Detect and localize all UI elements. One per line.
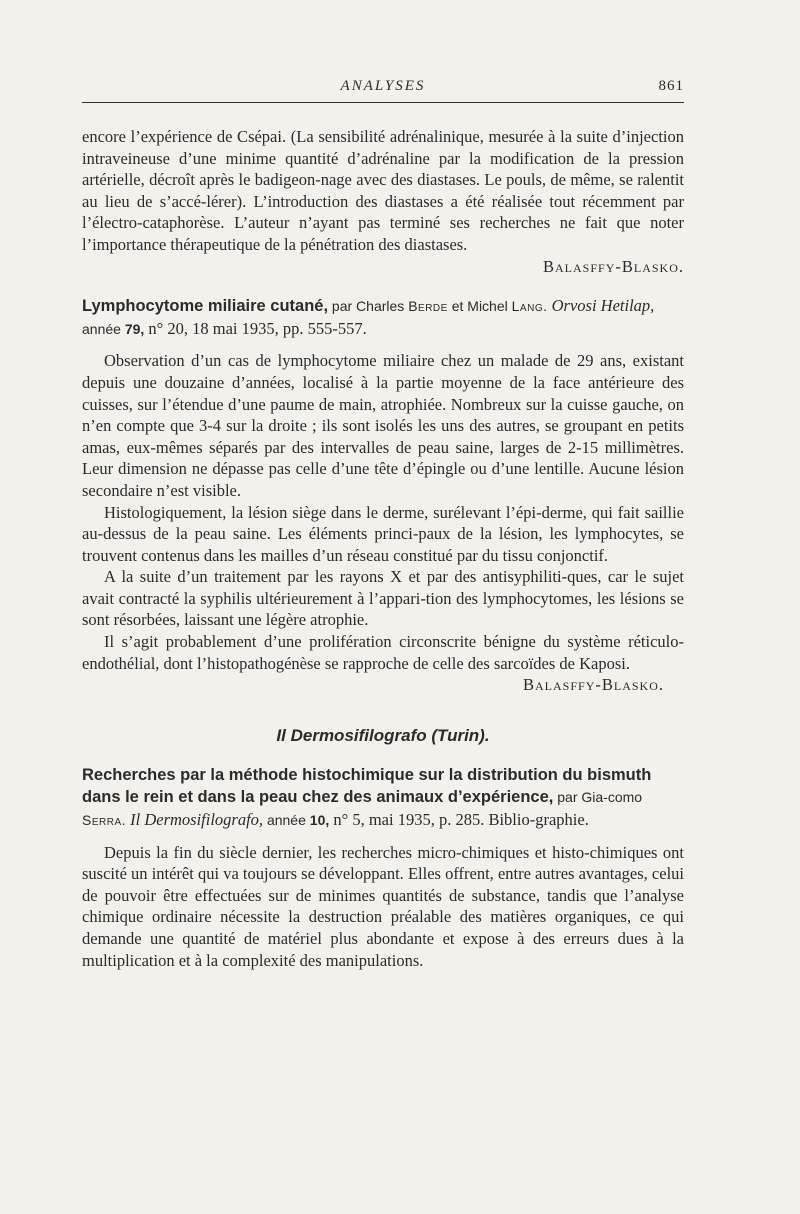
article-2-title: Recherches par la méthode histochimique sur la distribution du bismuth dans le rein et dans la peau chez des animaux d’expérience, [82, 765, 652, 807]
article-1-paragraph: Il s’agit probablement d’une prolifération circonscrite bénigne du système réticulo-endothélial, dont l’histopathogénèse se rapproche de celle des sarcoïdes de Kaposi. Balasffy-Blasko. [82, 632, 684, 695]
article-1-paragraph: Observation d’un cas de lymphocytome miliaire chez un malade de 29 ans, existant depuis une douzaine d’années, localisé à la partie moyenne de la face antérieure des cuisses, sur l’étendue d’une paume de main, atrophiée. Nombreux sur la cuisse gauche, on n’en compte que 3-4 sur la droite ; ils sont isolés les uns des autres, se groupant en petits amas, eux-mêmes séparés par des intervalles de peau saine, larges de 2-15 millimètres. Leur dimension ne dépasse pas celle d’une tête d’épingle ou d’une lentille. Aucune lésion secondaire n’est visible. [82, 351, 684, 500]
running-header [82, 78, 684, 102]
article-1-author-1: Berde [408, 298, 448, 315]
signature-1: Balasffy-Blasko. [543, 256, 684, 276]
signature-2: Balasffy-Blasko. [523, 675, 664, 695]
article-1-volume: 79, [124, 320, 145, 337]
page-body [82, 126, 684, 971]
article-1-paragraph: Histologiquement, la lésion siège dans le derme, surélevant l’épi-derme, qui fait saillie au-dessus de la peau saine. Les éléments princi-paux de la lésion, les lymphocytes, se trouvent contenus dans les mailles d’un réseau constitué par du tissu conjonctif. [82, 502, 684, 565]
article-1-journal: Orvosi Hetilap, [547, 296, 655, 316]
article-2-paragraph: Depuis la fin du siècle dernier, les recherches micro-chimiques et histo-chimiques ont suscité un intérêt qui va toujours se développant. Elles offrent, entre autres avantages, celui de pouvoir être effectuées sur de minimes quantités de substance, tandis que l’analyse chimique ordinaire nécessite la destruction préalable des matières organiques, ce qui demande une quantité de matériel plus abondante et expose à des erreurs dues à la multiplication et à la complexité des manipulations. [82, 842, 684, 970]
article-2-author: Serra. [82, 812, 127, 829]
article-1-issue: n° 20, 18 mai 1935, pp. 555-557. [144, 318, 367, 338]
page-number: 861 [658, 78, 684, 94]
section-title: Il Dermosifilografo (Turin). [276, 725, 490, 745]
article-1-paragraph: A la suite d’un traitement par les rayons X et par des antisyphiliti-ques, car le sujet avait contracté la syphilis ultérieurement à l’appari-tion des lymphocytomes, les lésions se sont résorbées, laissant une légère atrophie. [82, 567, 684, 630]
article-2-rest: n° 5, mai 1935, p. 285. Biblio-graphie. [329, 810, 589, 830]
running-title: ANALYSES [340, 78, 426, 94]
continued-paragraph: encore l’expérience de Csépai. (La sensibilité adrénalinique, mesurée à la suite d’injection intraveineuse d’une minime quantité d’adrénaline par la modification de la pression artérielle, décroît après le badigeon-nage avec des diastases. Le pouls, de même, se ralentit au lieu de s’accé-lérer). L’introduction des diastases a été réalisée tout récemment par l’électro-cataphorèse. L’auteur n’ayant pas terminé ses recherches ne fait que noter l’importance thérapeutique de la pénétration des diastases. [82, 127, 684, 254]
article-1-author-2: Lang. [511, 298, 548, 315]
header-rule [82, 102, 684, 103]
article-1-heading: Lymphocytome miliaire cutané, par Charles Berde et Michel Lang. Orvosi Hetilap, année 79, n° 20, 18 mai 1935, pp. 555-557. [82, 296, 655, 338]
article-1-title: Lymphocytome miliaire cutané, [82, 297, 329, 316]
article-2-journal: Il Dermosifilografo, [126, 810, 264, 830]
article-2-heading: Recherches par la méthode histochimique sur la distribution du bismuth dans le rein et dans la peau chez des animaux d’expérience, par Gia-como Serra. Il Dermosifilografo, année 10, n° 5, mai 1935, p. 285. Biblio-graphie. [82, 765, 652, 830]
article-2-volume: 10, [309, 812, 330, 829]
